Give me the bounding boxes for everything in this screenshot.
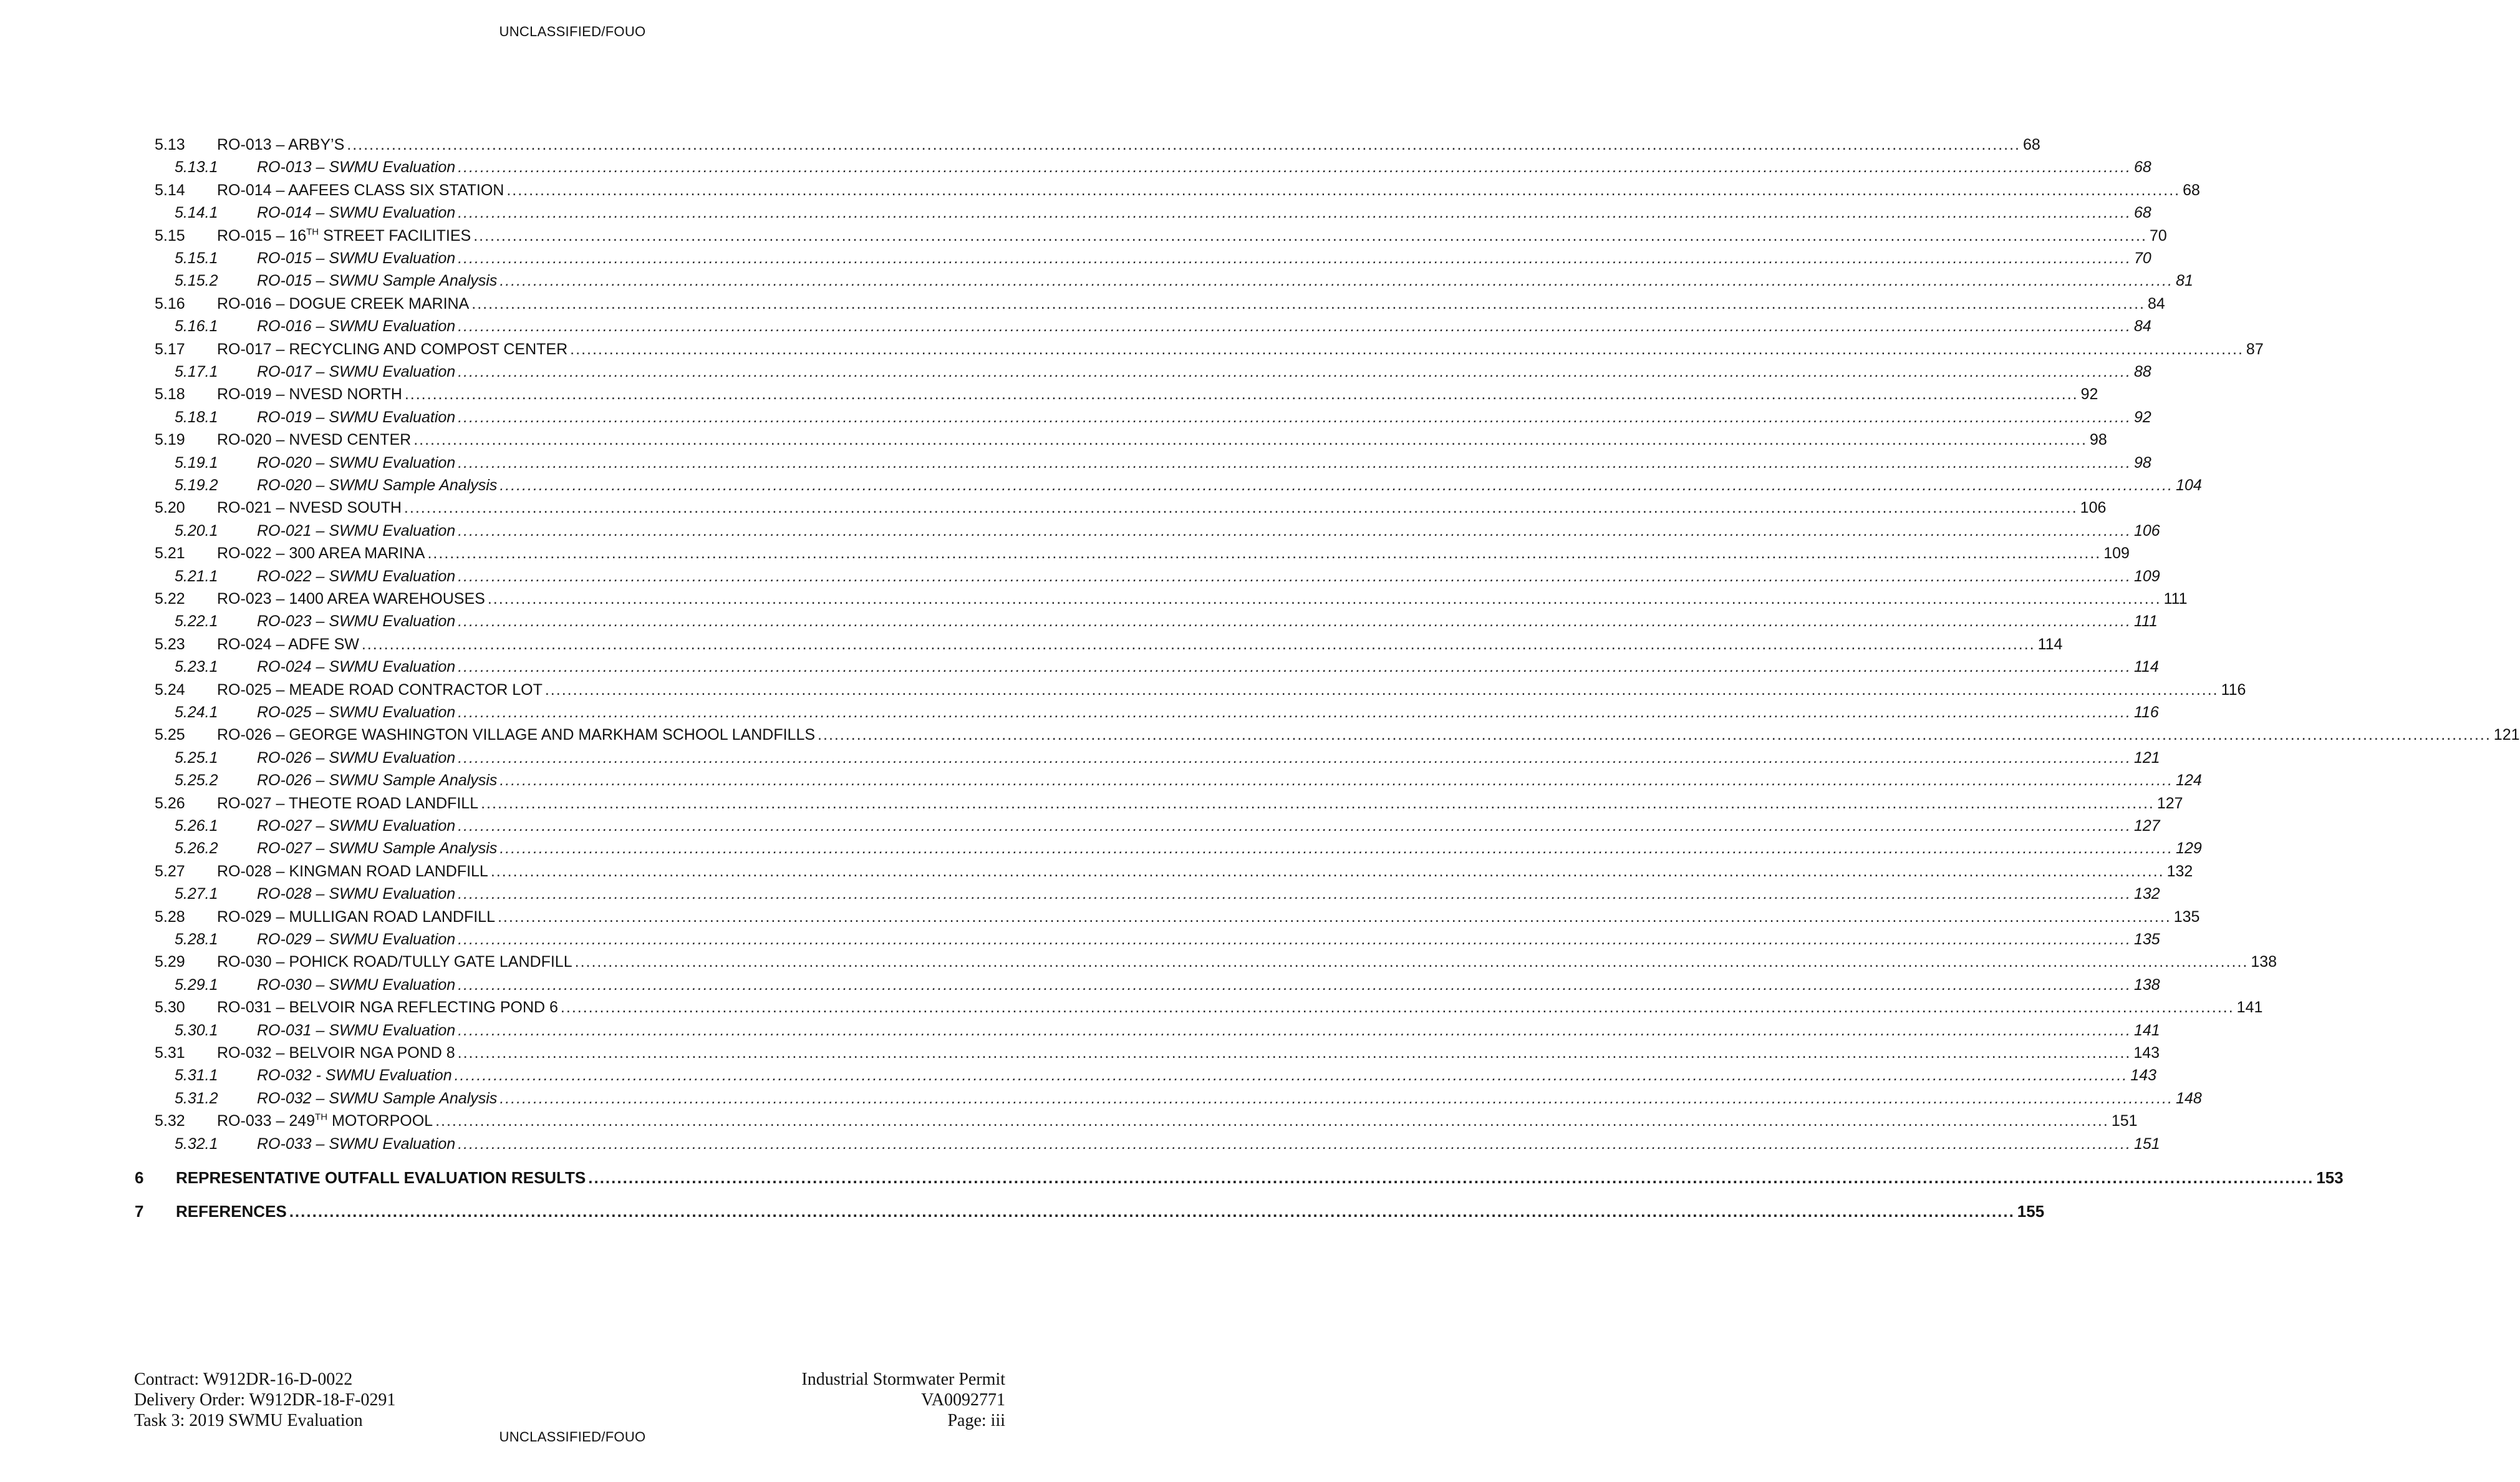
toc-entry-page: 155: [2017, 1202, 2045, 1221]
toc-entry-number: 5.31: [155, 1044, 185, 1062]
toc-entry-title-text: RO-033 – SWMU Evaluation: [257, 1135, 456, 1153]
toc-entry-title-text: RO-028 – KINGMAN ROAD LANDFILL: [217, 862, 488, 880]
toc-entry-5-18-1[interactable]: [175, 406, 2151, 429]
toc-entry-number: 5.22: [155, 590, 185, 608]
toc-entry-number: 5.14.1: [175, 204, 218, 222]
toc-entry-title-text: RO-024 – SWMU Evaluation: [257, 658, 456, 676]
toc-entry-5-25-1[interactable]: [175, 747, 2160, 769]
toc-leader-dots: ............................................................................................................................................................................................................................................................................................................: [471, 294, 2146, 312]
toc-entry-5-27[interactable]: [155, 860, 2193, 883]
toc-entry-number: 5.26: [155, 794, 185, 812]
toc-entry-number: 5.29: [155, 953, 185, 971]
toc-entry-page: 135: [2173, 908, 2200, 926]
toc-leader-dots: ............................................................................................................................................................................................................................................................................................................: [458, 931, 2131, 948]
toc-leader-dots: ............................................................................................................................................................................................................................................................................................................: [588, 1168, 2314, 1187]
toc-entry-number: 5.24: [155, 680, 185, 699]
toc-entry-page: 121: [2133, 748, 2160, 767]
toc-entry-number: 5.30.1: [175, 1021, 218, 1039]
toc-entry-title-text: REPRESENTATIVE OUTFALL EVALUATION RESULTS: [176, 1168, 586, 1187]
toc-entry-title: [257, 747, 455, 769]
toc-entry-page: 81: [2176, 272, 2193, 290]
toc-leader-dots: ............................................................................................................................................................................................................................................................................................................: [818, 726, 2491, 744]
toc-entry-5-28-1[interactable]: [175, 928, 2160, 951]
toc-entry-number: 5.20: [155, 499, 185, 517]
toc-entry-title: [257, 247, 455, 269]
toc-entry-page: 104: [2176, 477, 2202, 494]
toc-entry-title-text: RO-017 – RECYCLING AND COMPOST CENTER: [217, 340, 568, 358]
toc-entry-title-text: RO-029 – MULLIGAN ROAD LANDFILL: [217, 908, 495, 926]
toc-entry-number: 5.15.1: [175, 249, 218, 267]
toc-entry-title-text: RO-016 – SWMU Evaluation: [257, 317, 456, 336]
toc-entry-5-20-1[interactable]: [175, 520, 2160, 542]
toc-entry-5-27-1[interactable]: [175, 883, 2160, 905]
toc-leader-dots: ............................................................................................................................................................................................................................................................................................................: [544, 680, 2219, 699]
toc-leader-dots: ............................................................................................................................................................................................................................................................................................................: [490, 862, 2165, 880]
toc-entry-title: [217, 906, 495, 928]
toc-entry-title-text: RO-025 – SWMU Evaluation: [257, 704, 456, 721]
toc-entry-page: 84: [2148, 294, 2165, 312]
toc-entry-page: 127: [2133, 817, 2160, 835]
toc-leader-dots: ............................................................................................................................................................................................................................................................................................................: [574, 953, 2249, 971]
toc-leader-dots: ............................................................................................................................................................................................................................................................................................................: [427, 545, 2102, 563]
toc-entry-6[interactable]: [135, 1166, 2344, 1189]
toc-entry-number: 5.31.1: [175, 1067, 218, 1085]
toc-entry-5-23-1[interactable]: [175, 656, 2159, 678]
toc-entry-page: 116: [2133, 704, 2159, 721]
toc-entry-number: 5.17: [155, 340, 185, 358]
toc-entry-number: 5.16.1: [175, 317, 218, 336]
toc-entry-title: [217, 724, 815, 746]
toc-entry-title: [217, 293, 469, 315]
toc-leader-dots: ............................................................................................................................................................................................................................................................................................................: [458, 1021, 2131, 1039]
toc-entry-5-25[interactable]: [155, 724, 2520, 746]
toc-entry-5-32-1[interactable]: [175, 1133, 2160, 1155]
toc-entry-title: [257, 1133, 455, 1155]
toc-entry-page: 124: [2176, 772, 2202, 790]
toc-entry-page: 84: [2133, 317, 2151, 336]
toc-entry-page: 151: [2111, 1112, 2138, 1130]
toc-entry-number: 5.28: [155, 908, 185, 926]
toc-entry-5-31[interactable]: [155, 1042, 2160, 1064]
toc-entry-number: 5.32: [155, 1112, 185, 1130]
toc-entry-number: 5.22.1: [175, 613, 218, 631]
toc-leader-dots: ............................................................................................................................................................................................................................................................................................................: [560, 999, 2234, 1017]
toc-entry-title-text: RO-015 – SWMU Sample Analysis: [257, 272, 498, 290]
toc-entry-number: 5.15.2: [175, 272, 218, 290]
toc-entry-title: [257, 974, 455, 996]
toc-entry-5-19[interactable]: [155, 429, 2107, 451]
toc-entry-page: 143: [2133, 1044, 2160, 1062]
toc-entry-number: 5.21.1: [175, 567, 218, 585]
toc-entry-page: 153: [2316, 1168, 2344, 1187]
toc-entry-page: 70: [2133, 249, 2151, 267]
toc-entry-title-text: RO-015 – 16: [217, 226, 307, 245]
toc-entry-title: [257, 701, 455, 724]
toc-entry-title-text: RO-031 – SWMU Evaluation: [257, 1021, 456, 1039]
toc-entry-5-24[interactable]: [155, 679, 2246, 701]
toc-entry-title: [217, 1110, 433, 1132]
toc-leader-dots: ............................................................................................................................................................................................................................................................................................................: [347, 136, 2021, 153]
toc-entry-5-31-2[interactable]: [175, 1087, 2202, 1110]
toc-entry-title-superscript: TH: [306, 226, 319, 238]
toc-entry-page: 138: [2251, 953, 2277, 971]
toc-entry-title: [217, 860, 488, 883]
toc-entry-number: 5.27.1: [175, 885, 218, 903]
toc-entry-title-text: RO-026 – SWMU Evaluation: [257, 748, 456, 767]
toc-entry-title: [257, 1064, 452, 1087]
toc-leader-dots: ............................................................................................................................................................................................................................................................................................................: [403, 499, 2078, 517]
toc-entry-title-text: RO-023 – SWMU Evaluation: [257, 613, 456, 631]
toc-entry-title-text: RO-019 – NVESD NORTH: [217, 385, 402, 404]
toc-entry-page: 138: [2133, 976, 2160, 994]
toc-entry-number: 5.25: [155, 726, 185, 744]
footer-classification-marking: UNCLASSIFIED/FOUO: [499, 1429, 646, 1445]
toc-entry-title: [217, 679, 543, 701]
toc-entry-5-15[interactable]: [155, 225, 2167, 247]
toc-entry-title: [257, 474, 497, 496]
toc-leader-dots: ............................................................................................................................................................................................................................................................................................................: [458, 249, 2131, 267]
toc-leader-dots: ............................................................................................................................................................................................................................................................................................................: [497, 908, 2171, 926]
toc-entry-page: 106: [2133, 521, 2160, 540]
toc-entry-title: [257, 520, 455, 542]
toc-entry-title: [176, 1166, 586, 1189]
toc-entry-title-text: RO-027 – SWMU Evaluation: [257, 817, 456, 835]
toc-leader-dots: ............................................................................................................................................................................................................................................................................................................: [458, 204, 2131, 222]
toc-entry-5-32[interactable]: [155, 1110, 2138, 1132]
toc-entry-number: 5.25.2: [175, 772, 218, 790]
toc-entry-page: 116: [2221, 680, 2246, 699]
toc-entry-number: 5.13.1: [175, 158, 218, 177]
toc-entry-title-text: RO-016 – DOGUE CREEK MARINA: [217, 294, 470, 312]
toc-entry-title: [217, 951, 572, 973]
toc-leader-dots: ............................................................................................................................................................................................................................................................................................................: [413, 431, 2087, 449]
toc-entry-page: 92: [2133, 408, 2151, 426]
toc-entry-5-29-1[interactable]: [175, 974, 2160, 996]
toc-entry-title-text: RO-024 – ADFE SW: [217, 635, 359, 653]
toc-entry-title: [257, 156, 455, 178]
toc-entry-5-24-1[interactable]: [175, 701, 2159, 724]
toc-entry-title-text: RO-022 – SWMU Evaluation: [257, 567, 456, 585]
toc-leader-dots: ............................................................................................................................................................................................................................................................................................................: [481, 794, 2155, 812]
toc-entry-number: 5.18.1: [175, 408, 218, 426]
toc-leader-dots: ............................................................................................................................................................................................................................................................................................................: [404, 385, 2078, 404]
toc-entry-number: 5.20.1: [175, 521, 218, 540]
toc-entry-title-text: RO-023 – 1400 AREA WAREHOUSES: [217, 590, 485, 608]
toc-leader-dots: ............................................................................................................................................................................................................................................................................................................: [487, 590, 2161, 608]
toc-entry-title-text: RO-027 – SWMU Sample Analysis: [257, 840, 498, 858]
toc-entry-5-16-1[interactable]: [175, 315, 2151, 337]
toc-entry-title-text: RO-029 – SWMU Evaluation: [257, 931, 456, 948]
toc-entry-5-20[interactable]: [155, 496, 2107, 519]
toc-entry-5-22-1[interactable]: [175, 610, 2158, 632]
toc-entry-page: 132: [2166, 862, 2193, 880]
toc-entry-5-30-1[interactable]: [175, 1019, 2160, 1042]
toc-entry-title: [257, 837, 497, 860]
toc-entry-page: 135: [2133, 931, 2160, 948]
toc-leader-dots: ............................................................................................................................................................................................................................................................................................................: [458, 363, 2131, 380]
toc-entry-title-text: REFERENCES: [176, 1202, 287, 1221]
toc-entry-title: [257, 315, 455, 337]
toc-entry-5-14[interactable]: [155, 179, 2200, 201]
toc-leader-dots: ............................................................................................................................................................................................................................................................................................................: [500, 272, 2174, 290]
toc-entry-title: [257, 269, 497, 292]
toc-entry-number: 5.19.2: [175, 477, 218, 494]
toc-entry-5-29[interactable]: [155, 951, 2277, 973]
toc-entry-title: [257, 406, 455, 429]
toc-entry-number: 5.31.2: [175, 1089, 218, 1107]
toc-entry-page: 111: [2133, 613, 2158, 631]
toc-leader-dots: ............................................................................................................................................................................................................................................................................................................: [361, 635, 2035, 653]
toc-entry-number: 5.18: [155, 385, 185, 404]
toc-entry-page: 70: [2149, 226, 2167, 245]
toc-entry-title-text: RO-032 – SWMU Sample Analysis: [257, 1089, 498, 1107]
toc-entry-title: [257, 928, 455, 951]
toc-entry-title: [217, 429, 411, 451]
toc-entry-number: 5.25.1: [175, 748, 218, 767]
toc-entry-title-text: RO-019 – SWMU Evaluation: [257, 408, 456, 426]
toc-entry-title-text: RO-020 – SWMU Evaluation: [257, 453, 456, 472]
toc-entry-5-15-1[interactable]: [175, 247, 2151, 269]
toc-entry-title: [257, 883, 455, 905]
toc-entry-title: [217, 542, 425, 564]
toc-entry-title-text: RO-025 – MEADE ROAD CONTRACTOR LOT: [217, 680, 543, 699]
toc-leader-dots: ............................................................................................................................................................................................................................................................................................................: [458, 817, 2131, 835]
toc-entry-title-text: RO-031 – BELVOIR NGA REFLECTING POND 6: [217, 999, 558, 1017]
toc-entry-title-superscript: TH: [315, 1112, 328, 1123]
toc-entry-title: [217, 633, 359, 656]
toc-entry-title-text: RO-030 – POHICK ROAD/TULLY GATE LANDFILL: [217, 953, 572, 971]
toc-entry-page: 68: [2133, 158, 2151, 177]
toc-entry-title-text: RO-013 – SWMU Evaluation: [257, 158, 456, 177]
toc-entry-title: [257, 361, 455, 383]
toc-entry-number: 7: [135, 1202, 144, 1221]
toc-entry-5-14-1[interactable]: [175, 201, 2151, 224]
toc-leader-dots: ............................................................................................................................................................................................................................................................................................................: [458, 521, 2131, 540]
toc-entry-title: [257, 201, 455, 224]
toc-entry-page: 68: [2133, 204, 2151, 222]
toc-entry-title-text: RO-026 – GEORGE WASHINGTON VILLAGE AND MARKHAM SCHOOL LANDFILLS: [217, 726, 816, 744]
toc-leader-dots: ............................................................................................................................................................................................................................................................................................................: [435, 1112, 2109, 1130]
toc-entry-title-text: RO-027 – THEOTE ROAD LANDFILL: [217, 794, 479, 812]
toc-entry-number: 5.17.1: [175, 363, 218, 380]
toc-entry-title-text: RO-020 – NVESD CENTER: [217, 431, 412, 449]
footer-permit-title: Industrial Stormwater Permit: [801, 1370, 1005, 1389]
toc-leader-dots: ............................................................................................................................................................................................................................................................................................................: [458, 748, 2131, 767]
toc-entry-5-21-1[interactable]: [175, 565, 2160, 588]
toc-leader-dots: ............................................................................................................................................................................................................................................................................................................: [500, 477, 2174, 494]
toc-entry-title: [217, 792, 478, 815]
toc-leader-dots: ............................................................................................................................................................................................................................................................................................................: [506, 181, 2181, 199]
toc-entry-title-text: RO-014 – AAFEES CLASS SIX STATION: [217, 181, 504, 199]
toc-leader-dots: ............................................................................................................................................................................................................................................................................................................: [457, 1044, 2131, 1062]
toc-entry-title-text: RO-021 – SWMU Evaluation: [257, 521, 456, 540]
toc-entry-number: 5.21: [155, 545, 185, 563]
toc-entry-page: 109: [2133, 567, 2160, 585]
toc-entry-page: 127: [2156, 794, 2183, 812]
toc-entry-number: 5.29.1: [175, 976, 218, 994]
toc-entry-number: 5.19.1: [175, 453, 218, 472]
toc-entry-title: [217, 383, 402, 405]
toc-entry-title: [257, 452, 455, 474]
toc-entry-title-text: RO-021 – NVESD SOUTH: [217, 499, 402, 517]
toc-entry-number: 5.14: [155, 181, 185, 199]
toc-leader-dots: ............................................................................................................................................................................................................................................................................................................: [458, 567, 2131, 585]
toc-leader-dots: ............................................................................................................................................................................................................................................................................................................: [458, 885, 2131, 903]
toc-entry-page: 151: [2133, 1135, 2160, 1153]
footer-delivery-order: Delivery Order: W912DR-18-F-0291: [134, 1390, 396, 1410]
toc-entry-page: 114: [2133, 658, 2159, 676]
toc-entry-title-text: RO-030 – SWMU Evaluation: [257, 976, 456, 994]
footer-permit-number: VA0092771: [921, 1390, 1005, 1410]
toc-entry-number: 5.27: [155, 862, 185, 880]
toc-entry-title-text: RO-022 – 300 AREA MARINA: [217, 545, 425, 563]
toc-entry-title: [217, 996, 558, 1019]
toc-leader-dots: ............................................................................................................................................................................................................................................................................................................: [500, 840, 2174, 858]
toc-leader-dots: ............................................................................................................................................................................................................................................................................................................: [458, 317, 2131, 336]
toc-entry-5-16[interactable]: [155, 293, 2165, 315]
toc-entry-title-text: RO-026 – SWMU Sample Analysis: [257, 772, 498, 790]
toc-entry-page: 148: [2176, 1089, 2202, 1107]
toc-entry-title-text: RO-032 - SWMU Evaluation: [257, 1067, 452, 1085]
toc-entry-5-26-1[interactable]: [175, 815, 2160, 837]
toc-entry-title: [257, 656, 455, 678]
toc-entry-title-rest: MOTORPOOL: [327, 1112, 433, 1130]
toc-leader-dots: ............................................................................................................................................................................................................................................................................................................: [458, 453, 2131, 472]
toc-entry-page: 141: [2133, 1021, 2160, 1039]
toc-entry-title: [217, 588, 485, 610]
toc-entry-5-23[interactable]: [155, 633, 2063, 656]
toc-entry-5-13-1[interactable]: [175, 156, 2151, 178]
toc-entry-number: 5.16: [155, 294, 185, 312]
toc-entry-page: 111: [2163, 590, 2188, 608]
toc-entry-title-text: RO-015 – SWMU Evaluation: [257, 249, 456, 267]
toc-leader-dots: ............................................................................................................................................................................................................................................................................................................: [570, 340, 2244, 358]
toc-entry-title: [257, 1019, 455, 1042]
toc-entry-page: 98: [2133, 453, 2151, 472]
toc-leader-dots: ............................................................................................................................................................................................................................................................................................................: [458, 1135, 2131, 1153]
header-classification-marking: UNCLASSIFIED/FOUO: [499, 24, 646, 39]
toc-entry-5-22[interactable]: [155, 588, 2188, 610]
toc-entry-5-13[interactable]: [155, 133, 2040, 156]
toc-entry-title: [257, 769, 497, 792]
footer-right-block: [801, 1369, 1005, 1431]
toc-entry-title-text: RO-017 – SWMU Evaluation: [257, 363, 456, 380]
toc-entry-number: 5.30: [155, 999, 185, 1017]
toc-entry-title-text: RO-028 – SWMU Evaluation: [257, 885, 456, 903]
toc-entry-title: [257, 1087, 497, 1110]
toc-entry-page: 92: [2080, 385, 2098, 404]
toc-entry-page: 106: [2080, 499, 2107, 517]
toc-entry-number: 5.23: [155, 635, 185, 653]
toc-entry-number: 5.26.1: [175, 817, 218, 835]
toc-entry-title: [217, 179, 504, 201]
toc-entry-page: 98: [2089, 431, 2107, 449]
toc-leader-dots: ............................................................................................................................................................................................................................................................................................................: [289, 1202, 2015, 1221]
toc-entry-5-31-1[interactable]: [175, 1064, 2157, 1087]
toc-entry-title: [217, 496, 402, 519]
toc-entry-page: 129: [2176, 840, 2202, 858]
toc-entry-page: 141: [2236, 999, 2263, 1017]
toc-entry-title: [217, 225, 471, 247]
toc-entry-5-28[interactable]: [155, 906, 2200, 928]
toc-leader-dots: ............................................................................................................................................................................................................................................................................................................: [458, 658, 2131, 676]
toc-entry-title-text: RO-032 – BELVOIR NGA POND 8: [217, 1044, 455, 1062]
toc-entry-page: 132: [2133, 885, 2160, 903]
toc-entry-title-rest: STREET FACILITIES: [319, 226, 471, 245]
toc-entry-page: 87: [2246, 340, 2264, 358]
toc-entry-5-26-2[interactable]: [175, 837, 2202, 860]
toc-entry-5-19-1[interactable]: [175, 452, 2151, 474]
toc-entry-number: 6: [135, 1168, 144, 1187]
toc-entry-page: 114: [2037, 635, 2063, 653]
toc-entry-title: [217, 338, 567, 361]
toc-entry-number: 5.26.2: [175, 840, 218, 858]
toc-entry-number: 5.15: [155, 226, 185, 245]
toc-entry-number: 5.13: [155, 136, 185, 153]
toc-entry-5-17[interactable]: [155, 338, 2264, 361]
toc-entry-number: 5.32.1: [175, 1135, 218, 1153]
toc-leader-dots: ............................................................................................................................................................................................................................................................................................................: [458, 158, 2131, 177]
toc-entry-page: 68: [2023, 136, 2040, 153]
footer-page-number: Page: iii: [947, 1411, 1005, 1430]
toc-entry-title-text: RO-033 – 249: [217, 1112, 316, 1130]
toc-entry-number: 5.23.1: [175, 658, 218, 676]
toc-leader-dots: ............................................................................................................................................................................................................................................................................................................: [473, 226, 2147, 245]
toc-entry-number: 5.24.1: [175, 704, 218, 721]
footer-left-block: [134, 1369, 395, 1431]
toc-leader-dots: ............................................................................................................................................................................................................................................................................................................: [500, 1089, 2174, 1107]
toc-entry-5-21[interactable]: [155, 542, 2130, 564]
toc-leader-dots: ............................................................................................................................................................................................................................................................................................................: [500, 772, 2174, 790]
toc-entry-number: 5.28.1: [175, 931, 218, 948]
toc-entry-5-17-1[interactable]: [175, 361, 2151, 383]
toc-entry-title-text: RO-020 – SWMU Sample Analysis: [257, 477, 498, 494]
toc-leader-dots: ............................................................................................................................................................................................................................................................................................................: [454, 1067, 2128, 1085]
toc-entry-5-25-2[interactable]: [175, 769, 2202, 792]
toc-entry-title: [217, 133, 344, 156]
toc-leader-dots: ............................................................................................................................................................................................................................................................................................................: [458, 408, 2131, 426]
toc-entry-7[interactable]: [135, 1200, 2045, 1223]
toc-entry-page: 68: [2183, 181, 2200, 199]
toc-entry-5-30[interactable]: [155, 996, 2263, 1019]
toc-entry-number: 5.19: [155, 431, 185, 449]
toc-entry-title: [257, 610, 455, 632]
footer-task: Task 3: 2019 SWMU Evaluation: [134, 1411, 363, 1430]
toc-entry-page: 121: [2493, 726, 2520, 744]
toc-entry-5-19-2[interactable]: [175, 474, 2202, 496]
toc-entry-title: [257, 565, 455, 588]
toc-entry-5-18[interactable]: [155, 383, 2098, 405]
toc-entry-page: 143: [2130, 1067, 2157, 1085]
toc-leader-dots: ............................................................................................................................................................................................................................................................................................................: [458, 613, 2131, 631]
toc-leader-dots: ............................................................................................................................................................................................................................................................................................................: [458, 704, 2131, 721]
footer-contract: Contract: W912DR-16-D-0022: [134, 1370, 353, 1389]
toc-entry-5-26[interactable]: [155, 792, 2183, 815]
toc-entry-5-15-2[interactable]: [175, 269, 2193, 292]
toc-entry-title: [257, 815, 455, 837]
toc-entry-page: 88: [2133, 363, 2151, 380]
toc-entry-page: 109: [2103, 545, 2130, 563]
toc-entry-title-text: RO-013 – ARBY’S: [217, 136, 345, 153]
toc-entry-title: [217, 1042, 455, 1064]
toc-entry-title-text: RO-014 – SWMU Evaluation: [257, 204, 456, 222]
toc-leader-dots: ............................................................................................................................................................................................................................................................................................................: [458, 976, 2131, 994]
toc-entry-title: [176, 1200, 287, 1223]
